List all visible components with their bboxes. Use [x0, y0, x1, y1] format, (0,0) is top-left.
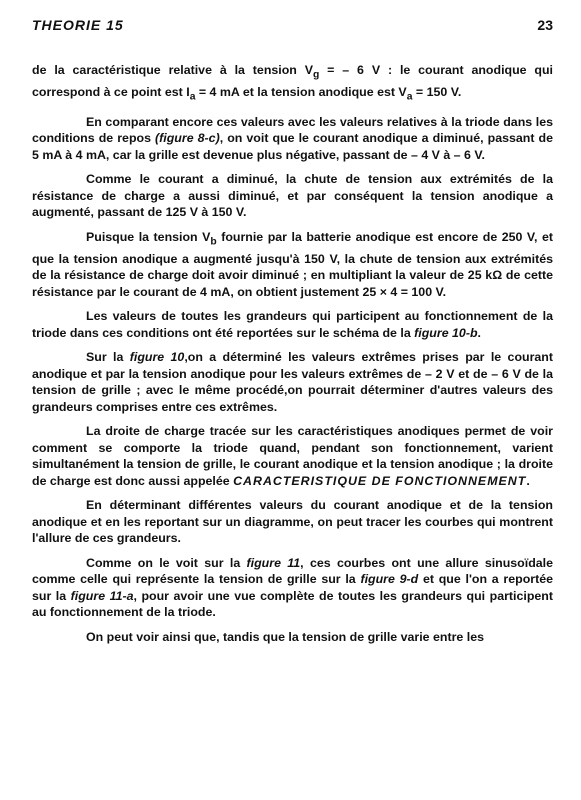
figure-ref: figure 10: [129, 350, 185, 365]
page-header: [32, 0, 553, 40]
figure-ref: figure 9-d: [360, 572, 419, 587]
page-number: 23: [537, 17, 553, 33]
paragraph-8: En déterminant différentes valeurs du courant anodique et de la tension anodique et en les reportant sur un diagramme, on peut tracer les courbes qui montrent l'allure de ces grandeurs.: [32, 498, 553, 546]
paragraph-9: Comme on le voit sur la figure 11, ces courbes ont une allure sinusoïdale comme celle qui représente la tension de grille sur la figure 9-d et que l'on a reportée sur la figure 11-a, pour avoir une vue complète de toutes les grandeurs qui participent au fonctionnement de la triode.: [32, 555, 554, 620]
paragraph-1: de la caractéristique relative à la tension $V_g$ = – 6 V : le courant anodique qui correspond à ce point est $I_a = 4$ mA et la tension anodique est $V_a = 150$ V.: [32, 63, 553, 103]
figure-ref: figure 11: [246, 555, 301, 570]
paragraph-3: Comme le courant a diminué, la chute de tension aux extrémités de la résistance de charge a aussi diminué, et par conséquent la tension anodique a augmenté, passant de 125 V à 150 V.: [32, 172, 553, 220]
figure-ref: figure 10-b: [414, 325, 478, 340]
figure-ref: (figure 8-c): [155, 131, 220, 146]
paragraph-6: Sur la figure 10,on a déterminé les valeurs extrêmes prises par le courant anodique et par la tension anodique pour les valeurs extrêmes de – 2 V et de – 6 V de la tension de grille ; avec le même procédé,on pourrait déterminer d'autres valeurs des grandeurs comprises entre ces extrêmes.: [32, 350, 553, 414]
paragraph-5: Les valeurs de toutes les grandeurs qui participent au fonctionnement de la triode dans ces conditions ont été reportées sur le schéma de la figure 10-b.: [32, 309, 553, 340]
paragraph-2: En comparant encore ces valeurs avec les valeurs relatives à la triode dans les conditions de repos (figure 8-c), on voit que le courant anodique a diminué, passant de 5 mA à 4 mA, car la grille est devenue plus négative, passant de – 4 V à – 6 V.: [32, 114, 553, 162]
paragraph-10: On peut voir ainsi que, tandis que la tension de grille varie entre les: [86, 629, 484, 644]
emphasized-term: CARACTERISTIQUE DE FONCTIONNEMENT: [233, 473, 527, 488]
body-text: [32, 62, 553, 645]
paragraph-4: Puisque la tension $V_b$ fournie par la batterie anodique est encore de 250 V, et que la tension anodique a augmenté jusqu'à 150 V, la chute de tension aux extrémités de la résistance de charge doit avoir diminué ; en multipliant la valeur de 25 kΩ de cette résistance par le courant de 4 mA, on obtient justement 25 × 4 = 100 V.: [32, 229, 553, 299]
paragraph-7: La droite de charge tracée sur les caractéristiques anodiques permet de voir comment se comporte la triode quand, pendant son fonctionnement, varient simultanément la tension de grille, le courant anodique et la tension anodique ; la droite de charge est donc aussi appelée CARACTERISTIQUE DE FONCTIONNEMENT.: [32, 424, 553, 488]
figure-ref: figure 11-a: [70, 588, 134, 603]
running-title: THEORIE 15: [32, 17, 124, 33]
